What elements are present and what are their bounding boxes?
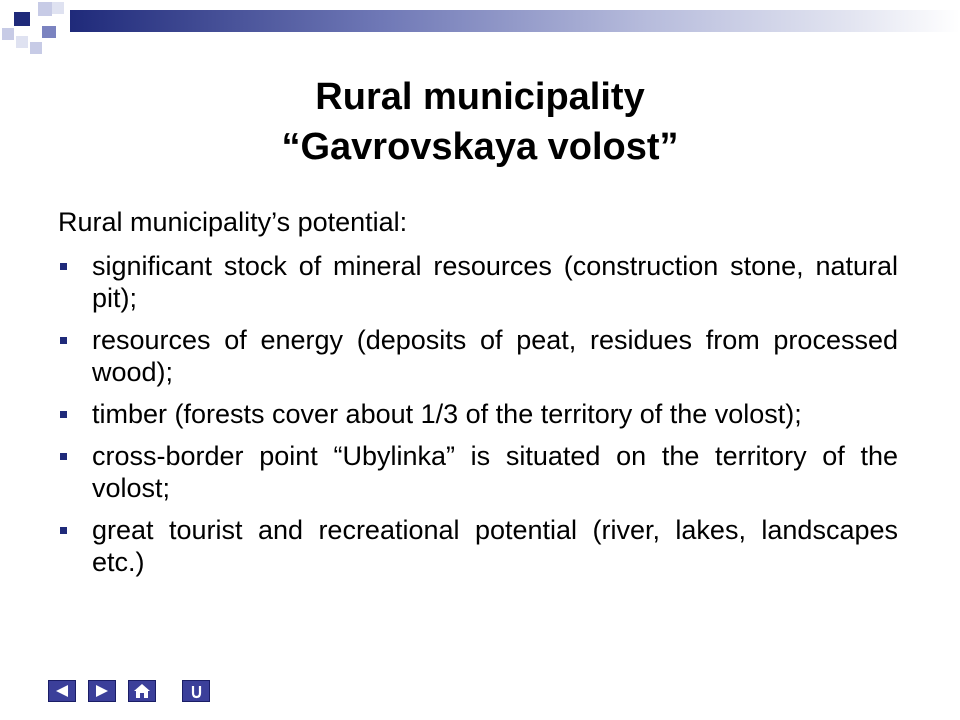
return-button[interactable] <box>182 680 210 702</box>
next-slide-button[interactable] <box>88 680 116 702</box>
deco-square-light-2 <box>52 2 64 14</box>
list-item <box>58 250 898 314</box>
title-line-2: “Gavrovskaya volost” <box>281 126 679 168</box>
list-item-text: timber (forests cover about 1/3 of the territory of the volost); <box>92 399 802 429</box>
right-triangle-icon <box>94 684 110 698</box>
square-bullet-icon <box>60 453 67 460</box>
list-item-text: cross-border point “Ubylinka” is situated on the territory of the volost; <box>92 441 898 503</box>
deco-square-navy <box>14 12 30 26</box>
deco-square-mid <box>42 26 56 38</box>
bullet-list <box>58 250 898 578</box>
deco-square-light-1 <box>38 2 52 16</box>
previous-slide-button[interactable] <box>48 680 76 702</box>
list-item-text: significant stock of mineral resources (construction stone, natural pit); <box>92 251 898 313</box>
list-item <box>58 440 898 504</box>
deco-square-light-4 <box>16 36 28 48</box>
home-icon <box>133 683 151 699</box>
list-item <box>58 398 898 430</box>
slide-content <box>58 206 898 588</box>
list-item <box>58 324 898 388</box>
list-item-text: resources of energy (deposits of peat, residues from processed wood); <box>92 325 898 387</box>
deco-square-light-3 <box>2 28 14 40</box>
square-bullet-icon <box>60 263 67 270</box>
return-icon <box>188 683 204 699</box>
title-line-1: Rural municipality <box>315 76 645 118</box>
slide-title <box>0 72 960 172</box>
home-button[interactable] <box>128 680 156 702</box>
header-gradient-bar <box>70 10 960 32</box>
square-bullet-icon <box>60 527 67 534</box>
left-triangle-icon <box>54 684 70 698</box>
square-bullet-icon <box>60 337 67 344</box>
list-item-text: great tourist and recreational potential (river, lakes, landscapes etc.) <box>92 515 898 577</box>
deco-square-light-5 <box>30 42 42 54</box>
square-bullet-icon <box>60 411 67 418</box>
list-item <box>58 514 898 578</box>
intro-text: Rural municipality’s potential: <box>58 207 408 237</box>
